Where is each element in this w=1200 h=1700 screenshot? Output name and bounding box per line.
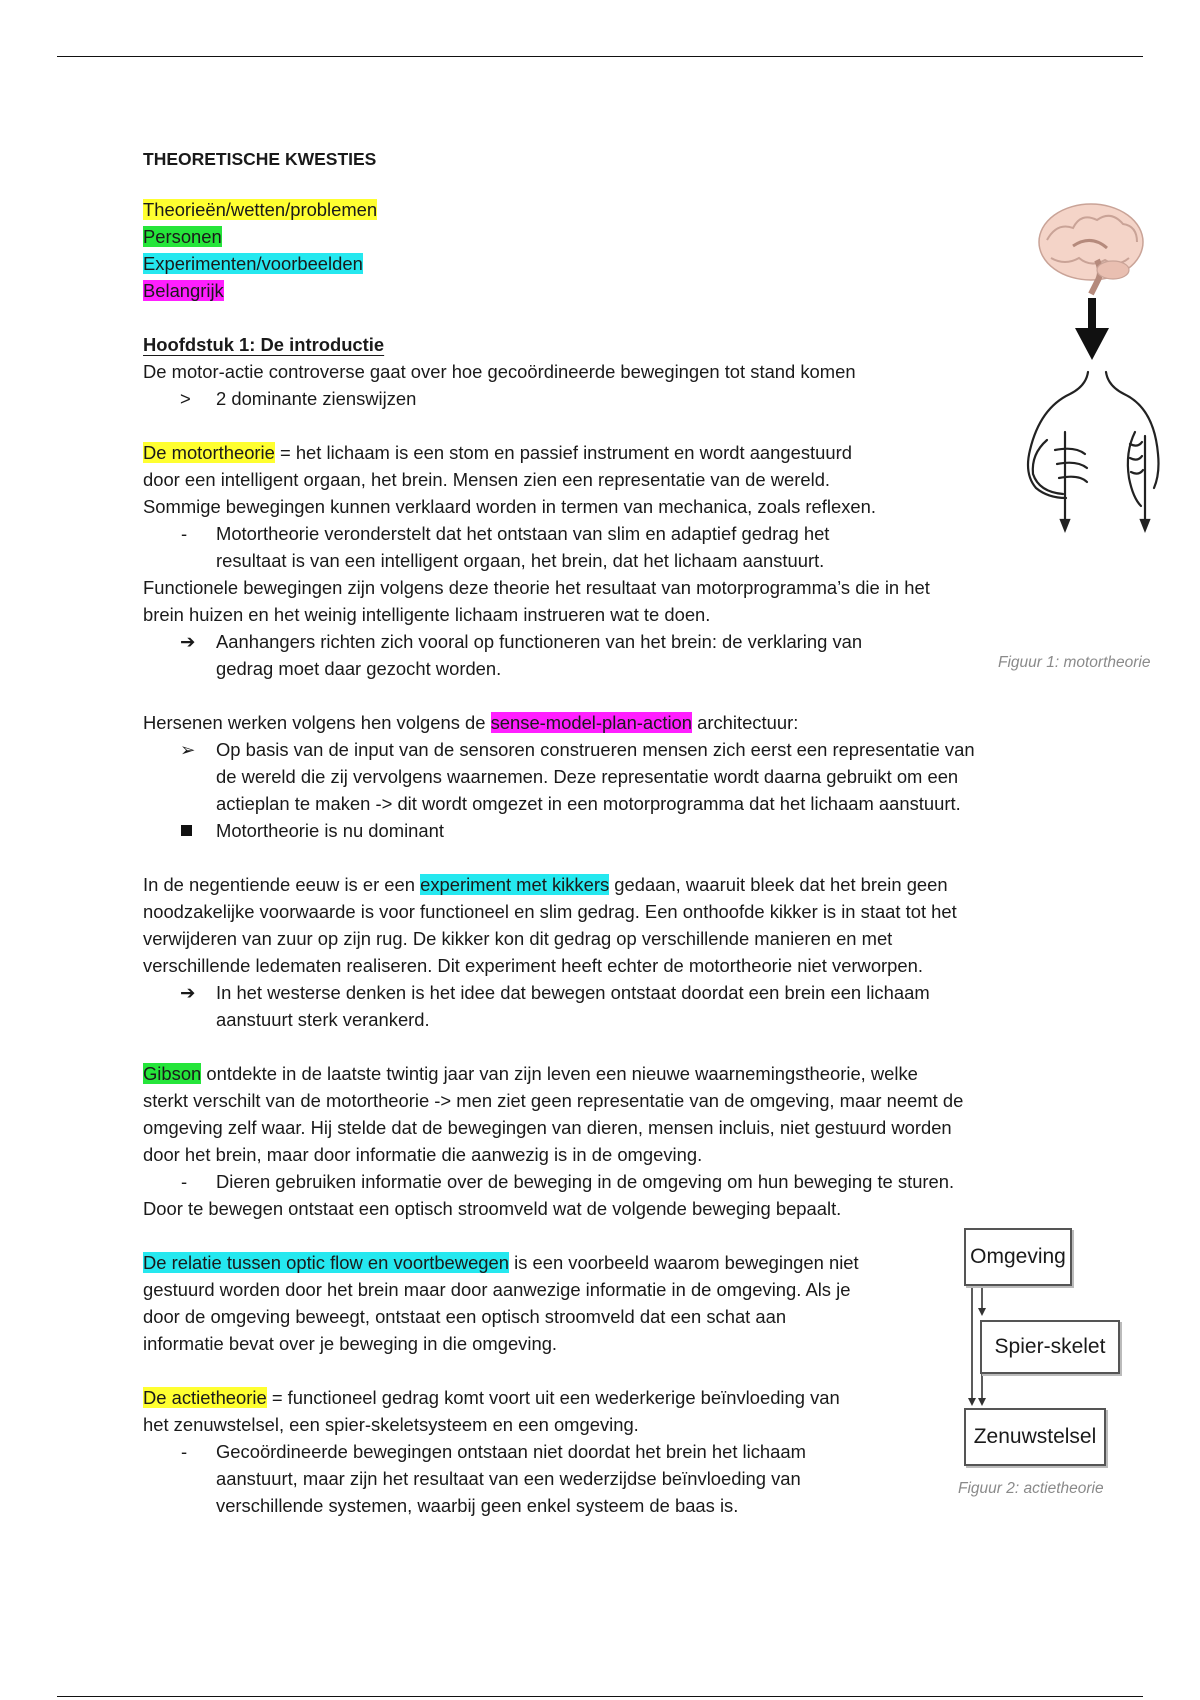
frog-arrow-item-cont: aanstuurt sterk verankerd.: [216, 1009, 430, 1030]
intro-bullet: > 2 dominante zienswijzen: [180, 388, 417, 409]
document-body: [143, 146, 1053, 1519]
action-dash-item-cont-1: aanstuurt, maar zijn het resultaat van een wederzijdse beïnvloeding van: [216, 1468, 801, 1489]
document-title: THEORETISCHE KWESTIES: [143, 149, 377, 169]
gibson-line-2: sterkt verschilt van de motortheorie -> men ziet geen representatie van de omgeving, maar neemt de: [143, 1090, 964, 1111]
smpa-square-bullet: Motortheorie is nu dominant: [143, 817, 1053, 844]
smpa-bullet: ➢ Op basis van de input van de sensoren construeren mensen zich eerst een representatie van: [180, 739, 975, 760]
term-gibson: Gibson: [143, 1063, 202, 1084]
gibson-line-5: Door te bewegen ontstaat een optisch stroomveld wat de volgende beweging bepaalt.: [143, 1198, 842, 1219]
term-optic-flow: De relatie tussen optic flow en voortbewegen: [143, 1252, 509, 1273]
flow-line-4: informatie bevat over je beweging in die omgeving.: [143, 1333, 558, 1354]
figure1-caption: Figuur 1: motortheorie: [998, 654, 1151, 671]
figure2-caption: Figuur 2: actietheorie: [958, 1480, 1104, 1497]
flow-line: De relatie tussen optic flow en voortbewegen is een voorbeeld waarom bewegingen niet: [143, 1252, 859, 1273]
color-legend: [143, 196, 1053, 304]
motor-dash-item: - Motortheorie veronderstelt dat het ontstaan van slim en adaptief gedrag het: [181, 523, 830, 544]
gibson-dash-item: - Dieren gebruiken informatie over de beweging in de omgeving om hun beweging te sturen.: [181, 1171, 955, 1192]
body-outline-icon: [1028, 372, 1159, 530]
frog-line-3: verwijderen van zuur op zijn rug. De kikker kon dit gedrag op verschillende manieren en met: [143, 928, 893, 949]
term-smpa: sense-model-plan-action: [490, 712, 692, 733]
action-dash-item: - Gecoördineerde bewegingen ontstaan niet doordat het brein het lichaam: [181, 1441, 806, 1462]
box-omgeving: Omgeving: [964, 1228, 1072, 1286]
legend-item-important: Belangrijk: [143, 280, 224, 301]
box-zenuwstelsel: Zenuwstelsel: [964, 1408, 1106, 1466]
smpa-line: Hersenen werken volgens hen volgens de sense-model-plan-action architectuur:: [143, 712, 799, 733]
motor-line-5: brein huizen en het weinig intelligente lichaam instrueren wat te doen.: [143, 604, 711, 625]
flow-line-3: door de omgeving beweegt, ontstaat een optisch stroomveld dat een schat aan: [143, 1306, 787, 1327]
motor-paragraph-line: De motortheorie = het lichaam is een stom en passief instrument en wordt aangestuurd: [143, 442, 852, 463]
term-frog-experiment: experiment met kikkers: [420, 874, 610, 895]
frog-line-4: verschillende ledematen realiseren. Dit experiment heeft echter de motortheorie niet verworpen.: [143, 955, 923, 976]
term-actietheorie: De actietheorie: [143, 1387, 267, 1408]
gibson-line-3: omgeving zelf waar. Hij stelde dat de bewegingen van dieren, mensen incluis, niet gestuurd worden: [143, 1117, 952, 1138]
down-arrow-icon: [1075, 298, 1109, 360]
brain-icon: [1039, 204, 1143, 294]
action-line: De actietheorie = functioneel gedrag komt voort uit een wederkerige beïnvloeding van: [143, 1387, 840, 1408]
box-spier-skelet: Spier-skelet: [980, 1320, 1120, 1374]
legend-item-persons: Personen: [143, 226, 222, 247]
figure-motortheorie: [985, 200, 1185, 540]
figure-actietheorie: [960, 1226, 1130, 1466]
action-dash-item-cont-2: verschillende systemen, waarbij geen enkel systeem de baas is.: [216, 1495, 739, 1516]
frog-arrow-item: ➔ In het westerse denken is het idee dat bewegen ontstaat doordat een brein een lichaam: [180, 982, 930, 1003]
brain-body-illustration: [985, 200, 1185, 540]
gibson-line-4: door het brein, maar door informatie die aanwezig is in de omgeving.: [143, 1144, 703, 1165]
header-rule: [57, 56, 1143, 57]
frog-line: In de negentiende eeuw is er een experiment met kikkers gedaan, waaruit bleek dat het brein geen: [143, 874, 948, 895]
flow-line-2: gestuurd worden door het brein maar door aanwezige informatie in de omgeving. Als je: [143, 1279, 851, 1300]
action-line-2: het zenuwstelsel, een spier-skeletsysteem en een omgeving.: [143, 1414, 639, 1435]
motor-arrow-item-cont: gedrag moet daar gezocht worden.: [216, 658, 502, 679]
term-motortheorie: De motortheorie: [143, 442, 275, 463]
smpa-bullet-cont-1: de wereld die zij vervolgens waarnemen. Deze representatie wordt daarna gebruikt om een: [216, 766, 959, 787]
legend-item-experiments: Experimenten/voorbeelden: [143, 253, 363, 274]
motor-line-3: Sommige bewegingen kunnen verklaard worden in termen van mechanica, zoals reflexen.: [143, 496, 876, 517]
motor-arrow-item: ➔ Aanhangers richten zich vooral op functioneren van het brein: de verklaring van: [180, 631, 863, 652]
gibson-line: Gibson ontdekte in de laatste twintig jaar van zijn leven een nieuwe waarnemingstheorie, welke: [143, 1063, 918, 1084]
chapter-heading: Hoofdstuk 1: De introductie: [143, 334, 385, 355]
motor-dash-item-cont: resultaat is van een intelligent orgaan, het brein, dat het lichaam aanstuurt.: [216, 550, 825, 571]
intro-line: De motor-actie controverse gaat over hoe gecoördineerde bewegingen tot stand komen: [143, 361, 856, 382]
footer-rule: [57, 1696, 1143, 1697]
motor-line-2: door een intelligent orgaan, het brein. Mensen zien een representatie van de wereld.: [143, 469, 831, 490]
legend-item-theories: Theorieën/wetten/problemen: [143, 199, 378, 220]
smpa-bullet-cont-2: actieplan te maken -> dit wordt omgezet in een motorprogramma dat het lichaam aanstuurt.: [216, 793, 961, 814]
frog-line-2: noodzakelijke voorwaarde is voor functioneel en slim gedrag. Een onthoofde kikker is in staat tot het: [143, 901, 957, 922]
square-bullet-icon: [181, 825, 192, 836]
motor-line-4: Functionele bewegingen zijn volgens deze theorie het resultaat van motorprogramma’s die in het: [143, 577, 930, 598]
